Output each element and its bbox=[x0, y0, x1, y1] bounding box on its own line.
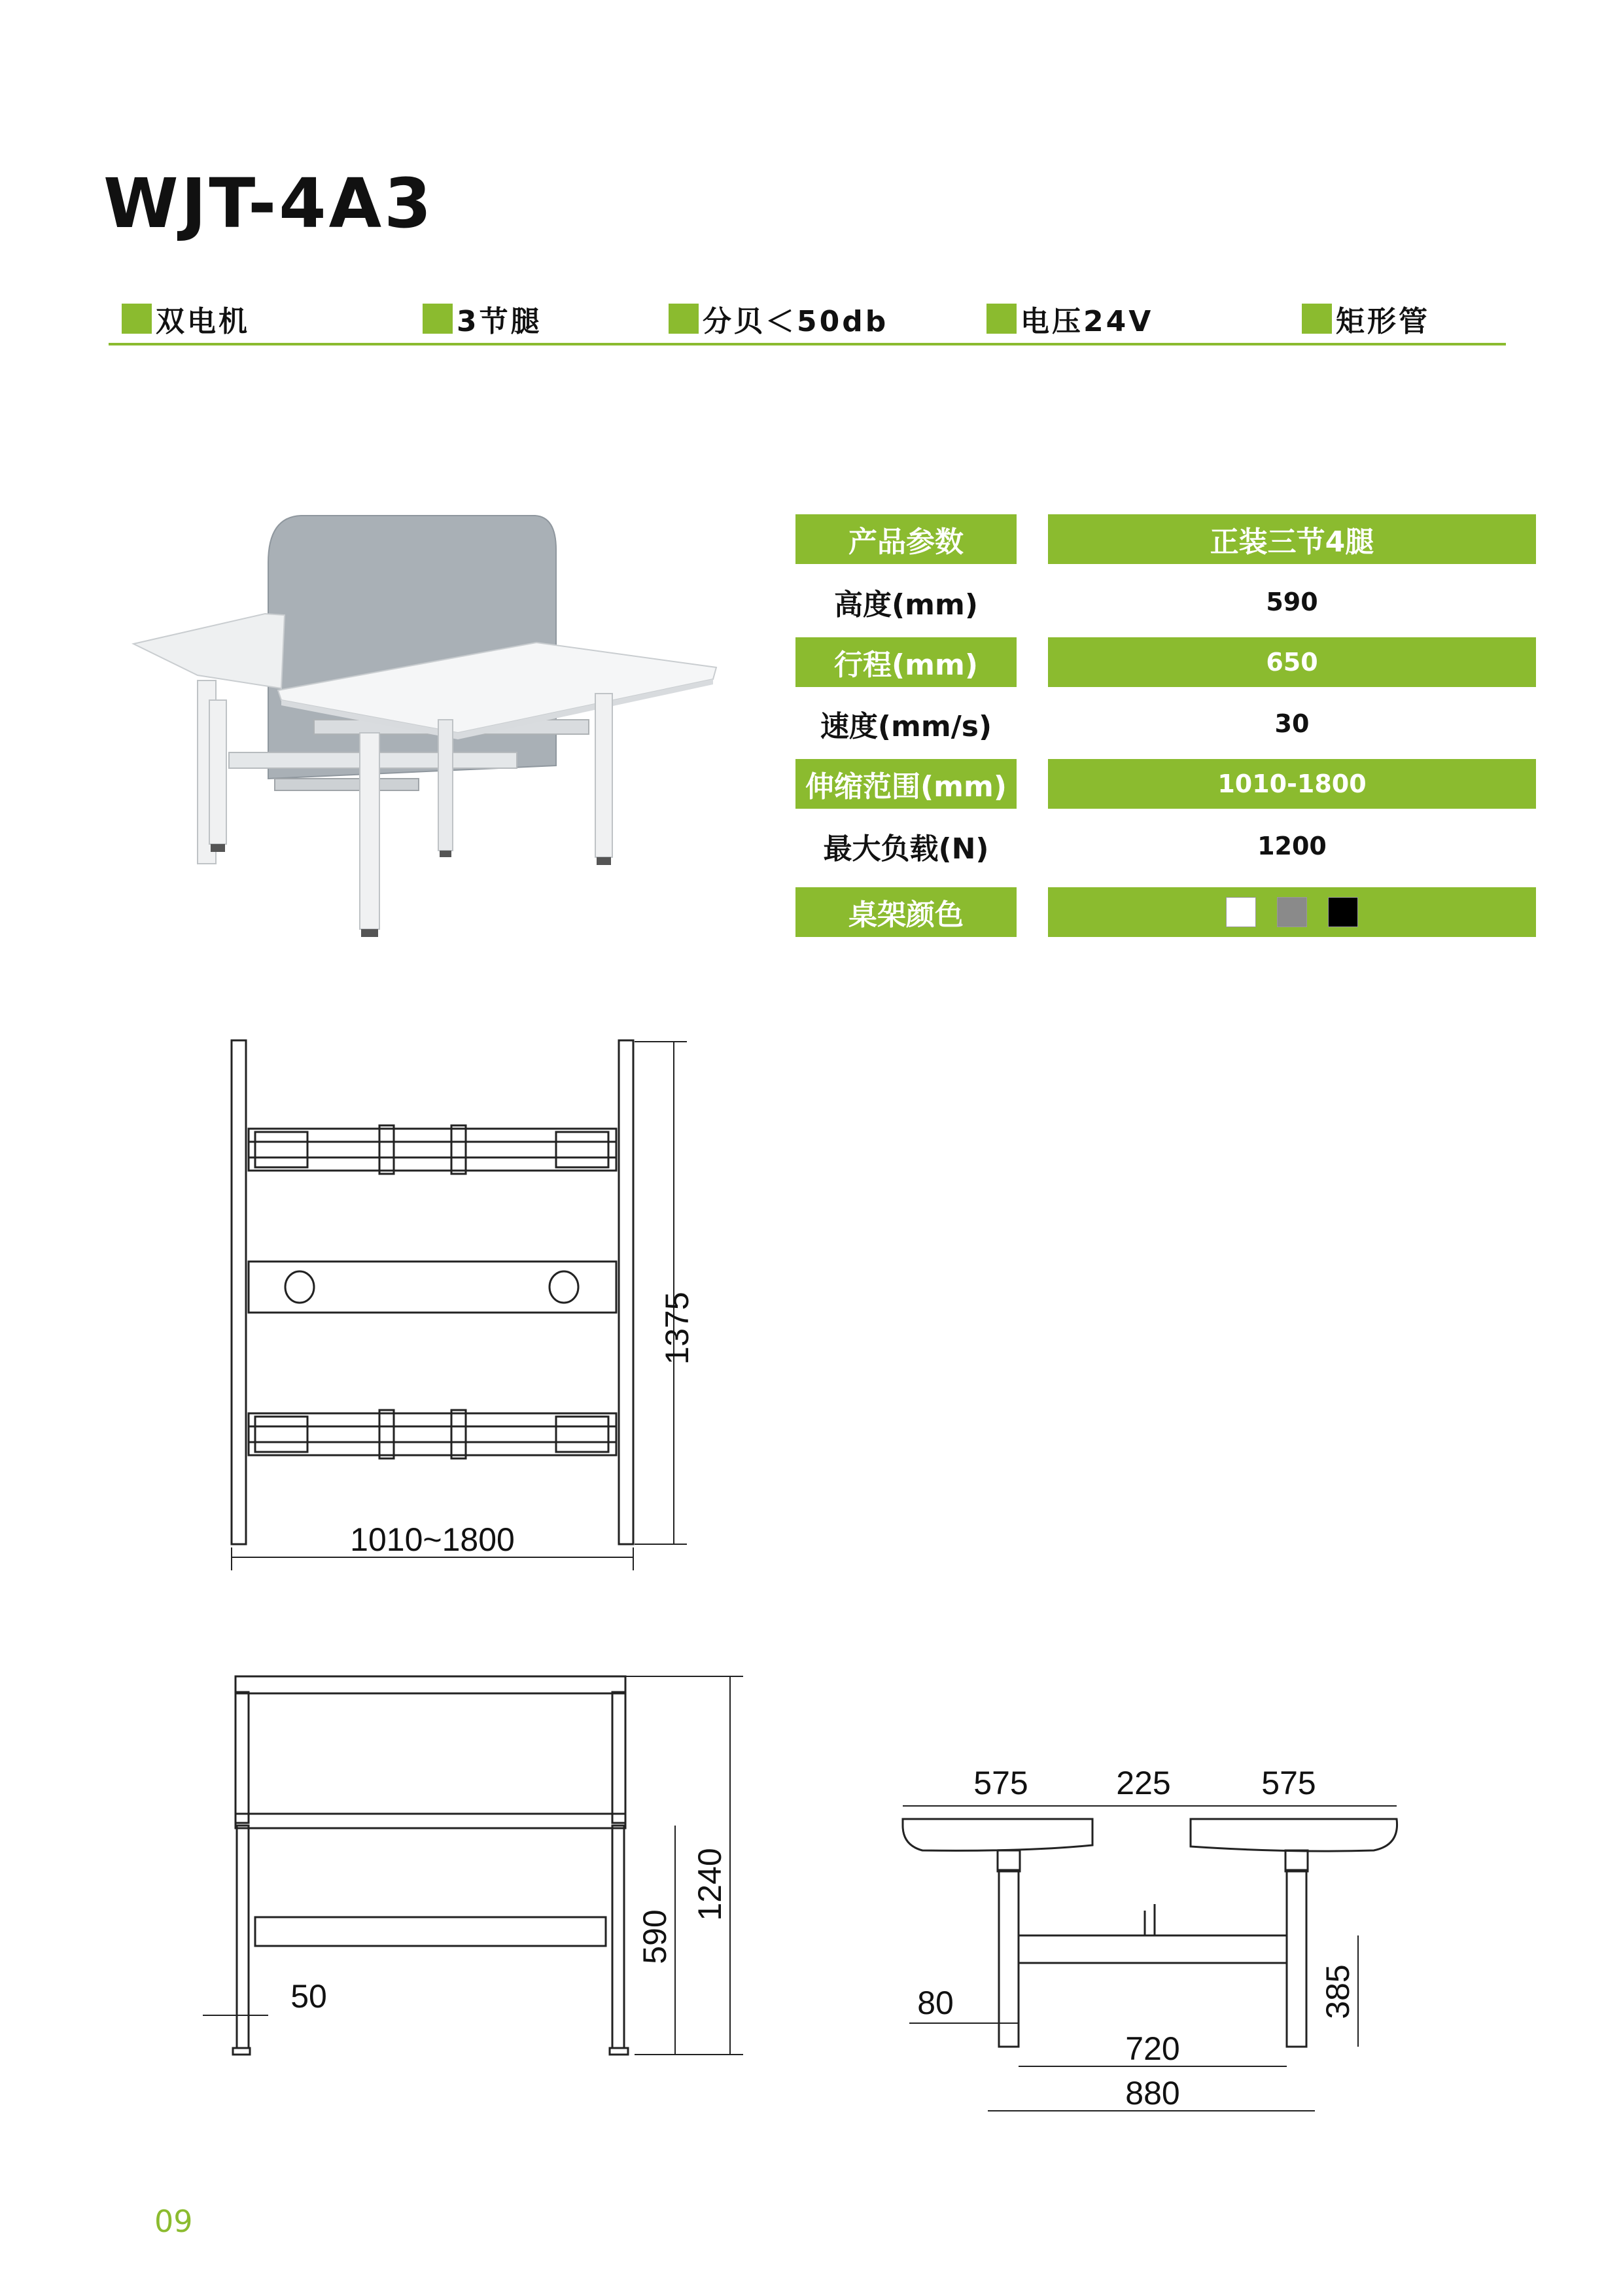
feature-voltage bbox=[986, 298, 1153, 340]
feature-square-icon bbox=[423, 304, 453, 334]
desk-illustration bbox=[124, 504, 739, 962]
feature-square-icon bbox=[122, 304, 152, 334]
color-swatch-grey bbox=[1277, 897, 1307, 927]
page-number: 09 bbox=[154, 2204, 193, 2239]
feature-label: 分贝＜50db bbox=[703, 305, 889, 338]
dim-top-right: 575 bbox=[1261, 1765, 1316, 1801]
feature-label: 双电机 bbox=[156, 305, 250, 338]
dim-min-height: 590 bbox=[637, 1909, 673, 1964]
dim-foot: 80 bbox=[917, 1985, 954, 2021]
feature-label: 电压24V bbox=[1021, 305, 1154, 338]
dim-top-left: 575 bbox=[973, 1765, 1028, 1801]
spec-row-label: 最大负载(N) bbox=[823, 832, 989, 866]
dim-inner: 720 bbox=[1125, 2030, 1180, 2067]
feature-decibel bbox=[669, 298, 888, 340]
spec-row-label: 行程(mm) bbox=[795, 637, 1017, 687]
feature-label: 矩形管 bbox=[1336, 305, 1430, 338]
feature-square-icon bbox=[669, 304, 699, 334]
spec-row-value: 590 bbox=[1266, 588, 1318, 616]
spec-row-value: 650 bbox=[1048, 637, 1536, 687]
feature-square-icon bbox=[1302, 304, 1332, 334]
dim-gap: 225 bbox=[1116, 1765, 1171, 1801]
front-view-drawing bbox=[190, 1662, 752, 2081]
product-title: WJT-4A3 bbox=[103, 164, 434, 243]
dim-depth: 1375 bbox=[659, 1292, 695, 1365]
spec-row-value: 1010-1800 bbox=[1048, 759, 1536, 809]
spec-header-value: 正装三节4腿 bbox=[1048, 514, 1536, 564]
dim-beam-height: 385 bbox=[1319, 1964, 1356, 2019]
feature-three-stage-legs bbox=[423, 298, 542, 340]
spec-color-swatches bbox=[1048, 887, 1536, 937]
dim-width: 1010~1800 bbox=[350, 1521, 515, 1558]
feature-rect-tube bbox=[1302, 298, 1430, 340]
feature-label: 3节腿 bbox=[457, 305, 542, 338]
spec-header-label: 产品参数 bbox=[795, 514, 1017, 564]
dim-total-height: 1240 bbox=[691, 1848, 728, 1921]
color-swatch-black bbox=[1328, 897, 1358, 927]
dim-foot-left: 50 bbox=[290, 1978, 327, 2015]
color-swatch-white bbox=[1226, 897, 1256, 927]
spec-row-label: 伸缩范围(mm) bbox=[795, 759, 1017, 809]
feature-square-icon bbox=[986, 304, 1017, 334]
feature-dual-motor bbox=[122, 298, 250, 340]
top-view-drawing bbox=[216, 1027, 739, 1603]
spec-row-label: 高度(mm) bbox=[834, 588, 978, 622]
dim-outer: 880 bbox=[1125, 2075, 1180, 2111]
spec-row-value: 1200 bbox=[1257, 832, 1327, 860]
spec-row-label: 速度(mm/s) bbox=[820, 710, 992, 743]
spec-row-value: 30 bbox=[1274, 709, 1310, 738]
side-view-drawing bbox=[896, 1740, 1420, 2133]
header-divider bbox=[109, 343, 1506, 345]
spec-color-label: 桌架颜色 bbox=[795, 887, 1017, 937]
